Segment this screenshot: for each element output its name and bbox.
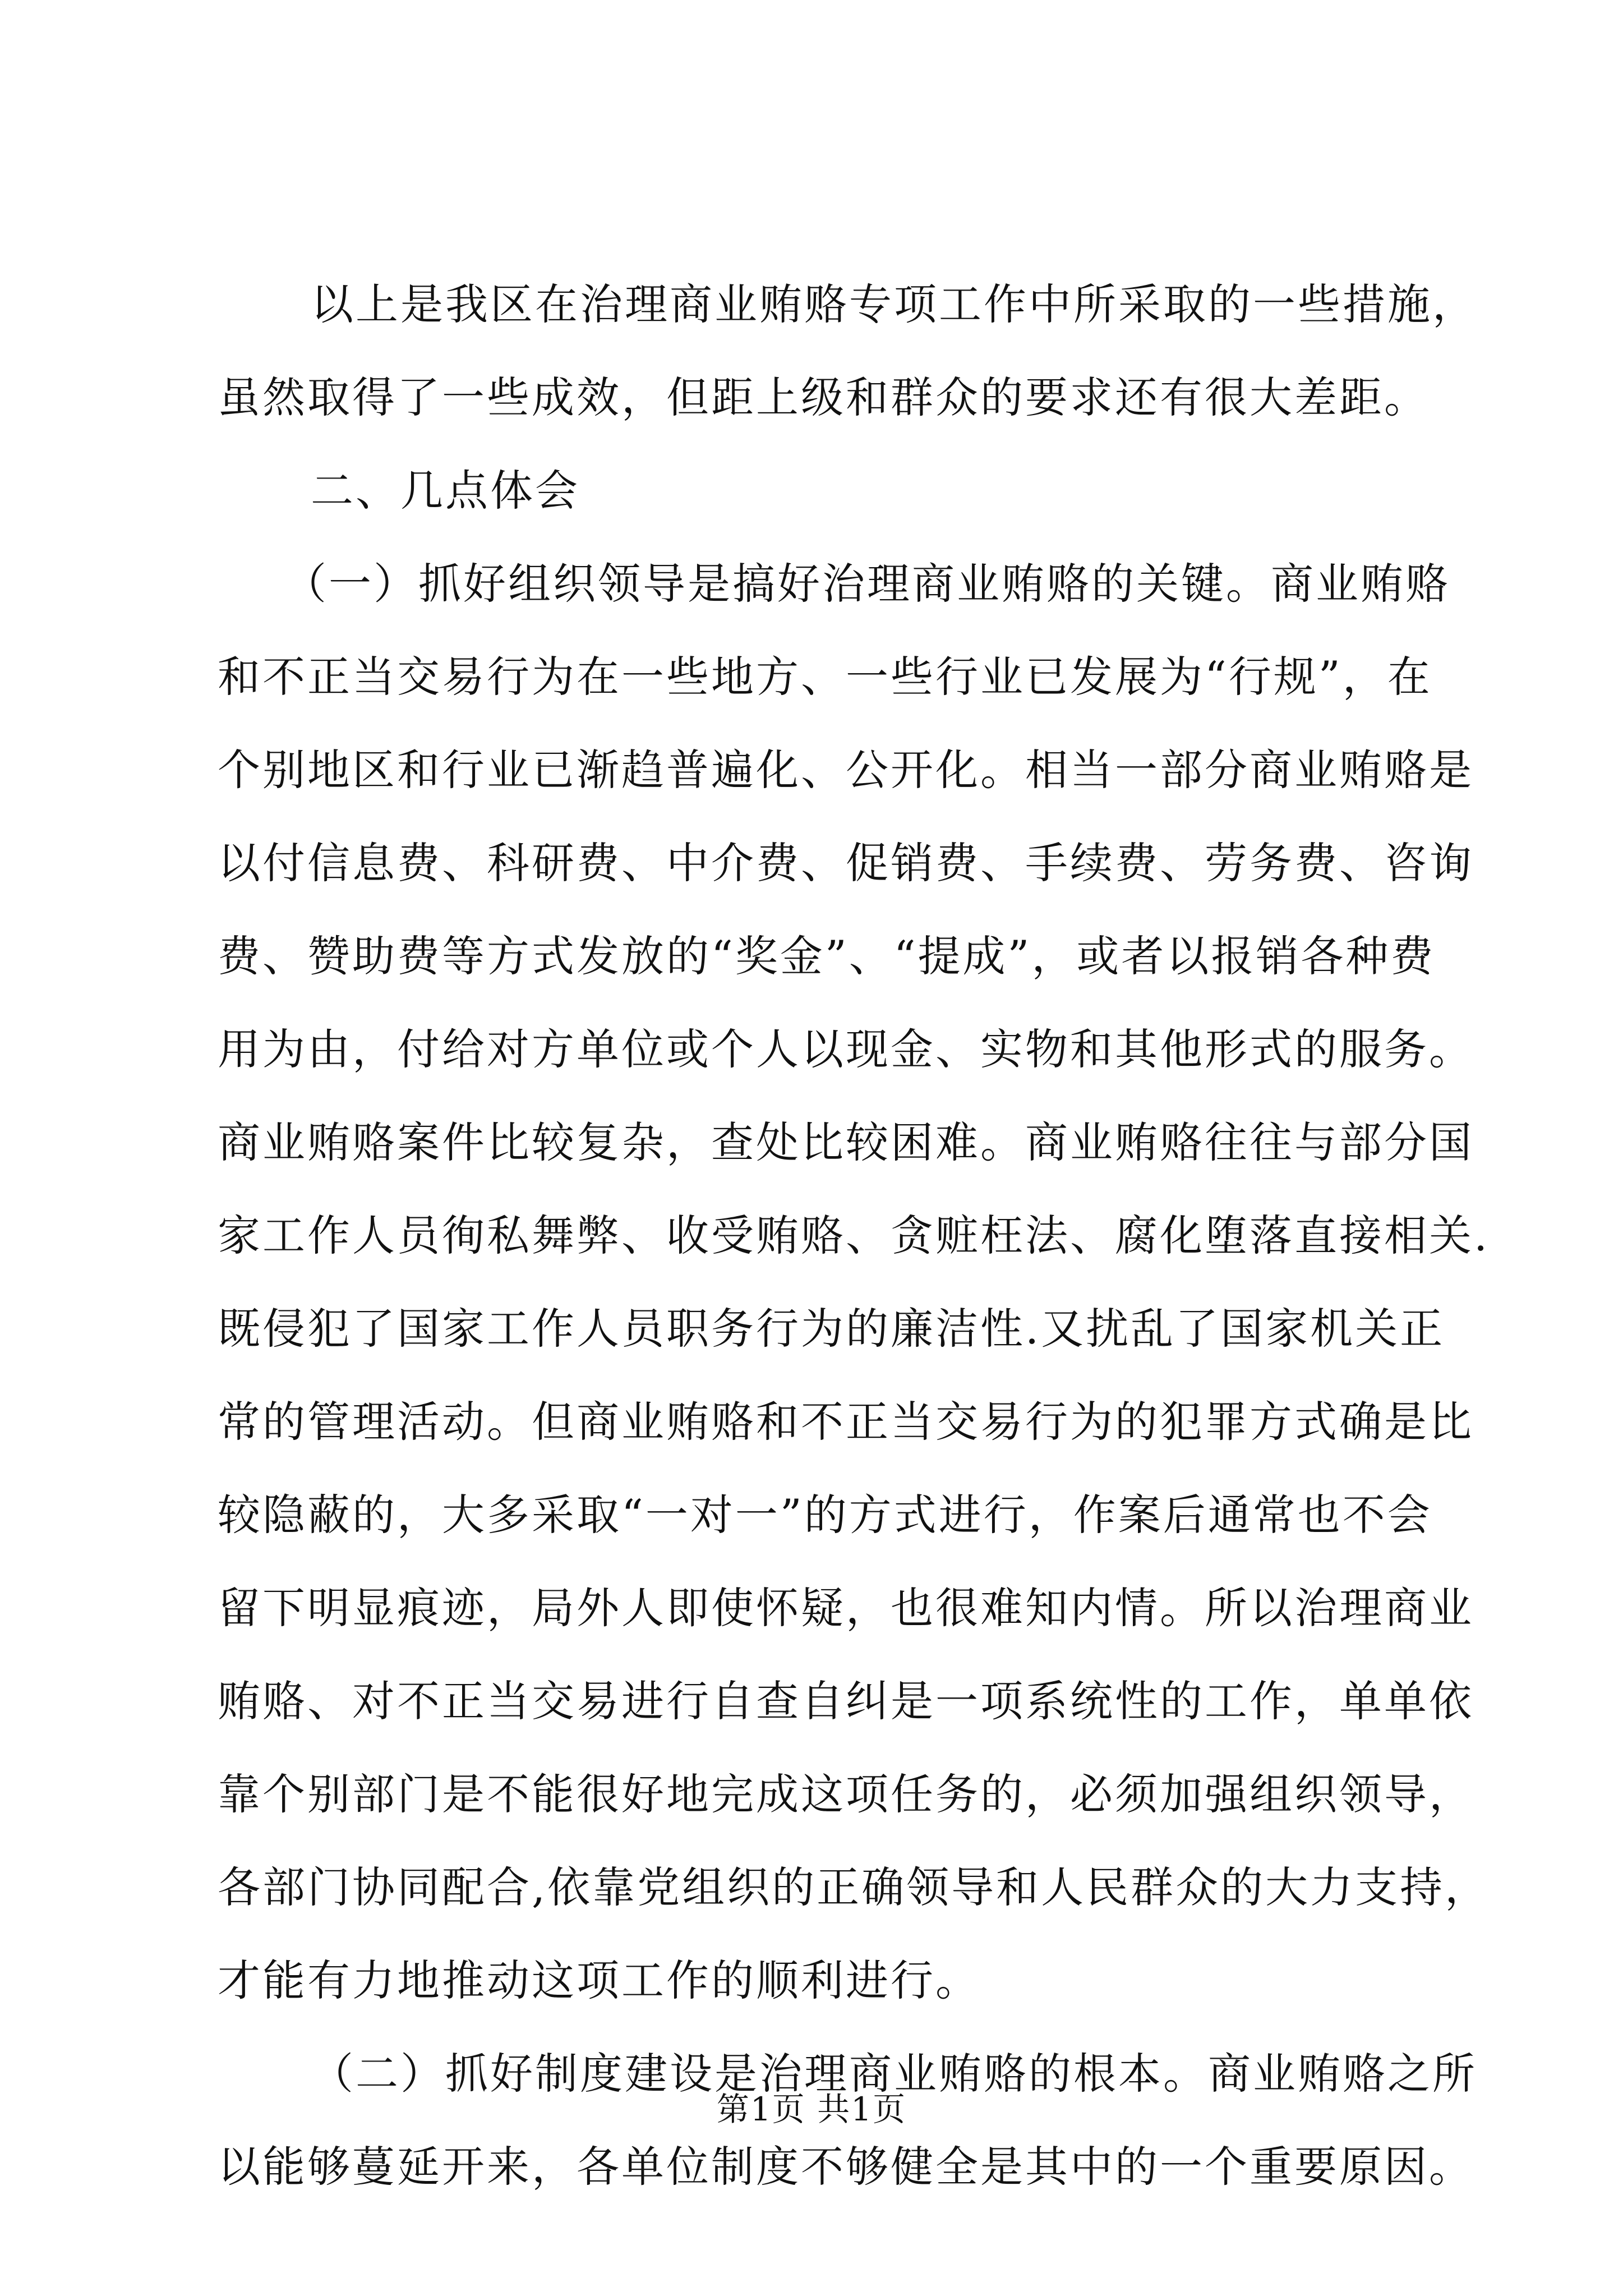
paragraph-line: 商业贿赂案件比较复杂，查处比较困难。商业贿赂往往与部分国: [218, 1117, 1474, 1167]
paragraph-line: 虽然取得了一些成效，但距上级和群众的要求还有很大差距。: [218, 372, 1429, 422]
paragraph-line: 各部门协同配合,依靠党组织的正确领导和人民群众的大力支持，: [218, 1862, 1490, 1912]
paragraph-line: 才能有力地推动这项工作的顺利进行。: [218, 1955, 980, 2005]
paragraph-line: 以能够蔓延开来，各单位制度不够健全是其中的一个重要原因。: [218, 2142, 1474, 2192]
paragraph-line: （一）抓好组织领导是搞好治理商业贿赂的关键。商业贿赂: [284, 559, 1450, 609]
paragraph-line: 较隐蔽的，大多采取“一对一”的方式进行，作案后通常也不会: [218, 1490, 1432, 1540]
paragraph-line: 既侵犯了国家工作人员职务行为的廉洁性.又扰乱了国家机关正: [218, 1304, 1445, 1354]
paragraph-line: 贿赂、对不正当交易进行自查自纠是一项系统性的工作，单单依: [218, 1676, 1474, 1726]
paragraph-line: 常的管理活动。但商业贿赂和不正当交易行为的犯罪方式确是比: [218, 1397, 1474, 1447]
paragraph-line: 家工作人员徇私舞弊、收受贿赂、贪赃枉法、腐化堕落直接相关.: [218, 1211, 1490, 1260]
paragraph-line: 和不正当交易行为在一些地方、一些行业已发展为“行规”，在: [218, 652, 1432, 702]
paragraph-line: （二）抓好制度建设是治理商业贿赂的根本。商业贿赂之所: [311, 2049, 1477, 2099]
paragraph-line: 用为由，付给对方单位或个人以现金、实物和其他形式的服务。: [218, 1024, 1474, 1074]
section-heading: 二、几点体会: [311, 466, 580, 516]
page-footer: 第1页 共1页: [716, 2090, 907, 2128]
paragraph-line: 以付信息费、科研费、中介费、促销费、手续费、劳务费、咨询: [218, 838, 1474, 888]
paragraph-line: 以上是我区在治理商业贿赂专项工作中所采取的一些措施，: [311, 279, 1477, 329]
paragraph-line: 费、赞助费等方式发放的“奖金”、“提成”，或者以报销各种费: [218, 931, 1436, 981]
document-body: [218, 258, 1490, 2214]
paragraph-line: 个别地区和行业已渐趋普遍化、公开化。相当一部分商业贿赂是: [218, 745, 1474, 795]
paragraph-line: 靠个别部门是不能很好地完成这项任务的，必须加强组织领导，: [218, 1769, 1474, 1819]
paragraph-line: 留下明显痕迹，局外人即使怀疑，也很难知内情。所以治理商业: [218, 1583, 1474, 1633]
